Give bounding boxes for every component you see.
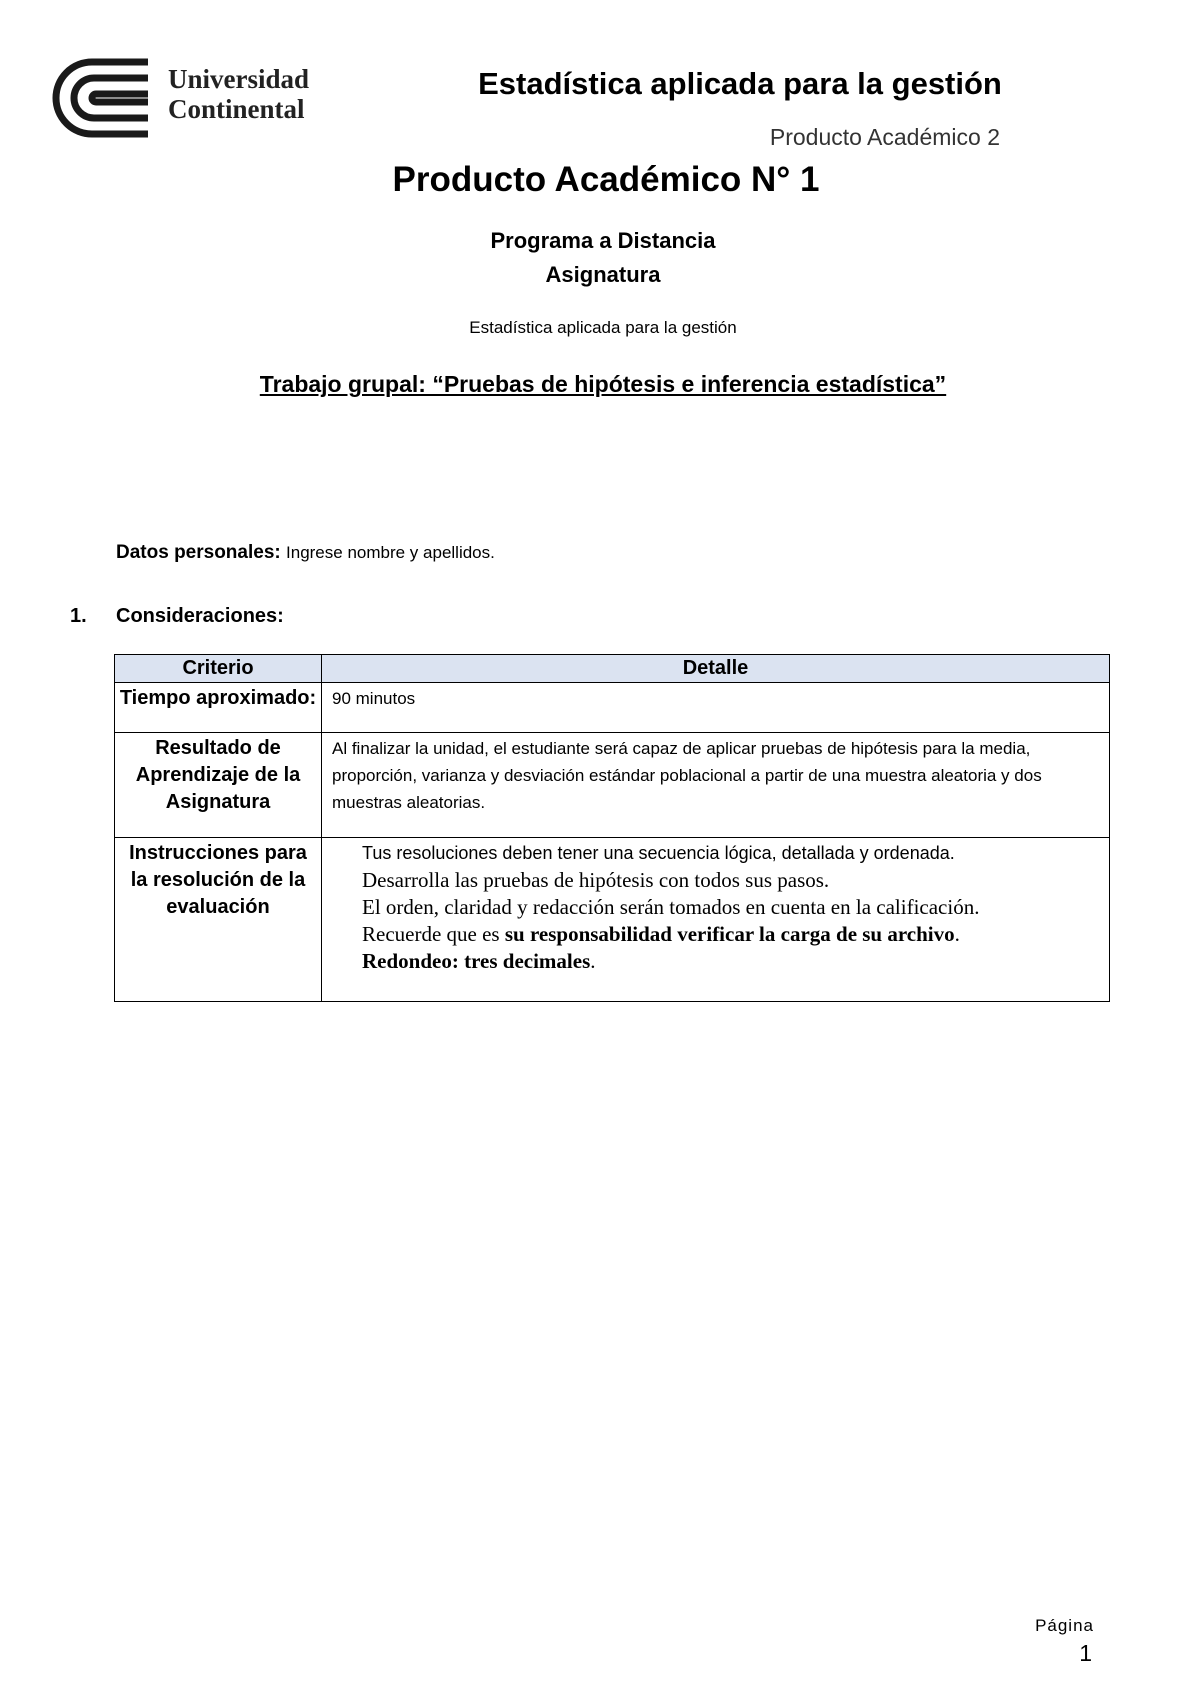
- column-header-detalle: Detalle: [322, 655, 1110, 683]
- course-title: Estadística aplicada para la gestión: [478, 66, 1002, 101]
- criterion-cell: Tiempo aproximado:: [115, 683, 322, 733]
- university-name-line1: Universidad: [168, 64, 310, 94]
- instruction-item: Desarrolla las pruebas de hipótesis con todos sus pasos.: [362, 868, 830, 892]
- page-number: 1: [1079, 1640, 1092, 1666]
- work-title: Trabajo grupal: “Pruebas de hipótesis e inferencia estadística”: [259, 371, 947, 397]
- table-row: [115, 733, 1110, 838]
- detail-cell: 90 minutos: [322, 683, 1110, 733]
- personal-data-value[interactable]: Ingrese nombre y apellidos.: [286, 543, 495, 562]
- subject-name: Estadística aplicada para la gestión: [469, 318, 737, 337]
- instruction-item: Tus resoluciones deben tener una secuencia lógica, detallada y ordenada.: [362, 843, 955, 863]
- criteria-table: [114, 654, 1110, 1002]
- detail-cell: [322, 838, 1110, 1002]
- personal-data: [116, 542, 495, 564]
- university-name-line2: Continental: [168, 94, 305, 124]
- table-header-row: [115, 655, 1110, 683]
- table-row: [115, 838, 1110, 1002]
- document-title: Producto Académico N° 1: [392, 160, 820, 199]
- program-name: Programa a Distancia: [490, 228, 716, 253]
- section-title: Consideraciones:: [116, 605, 284, 627]
- instruction-text: Recuerde que es: [362, 922, 505, 946]
- page-label: Página: [1035, 1616, 1094, 1635]
- table-row: [115, 683, 1110, 733]
- detail-cell: Al finalizar la unidad, el estudiante será capaz de aplicar pruebas de hipótesis para la media, proporción, varianza y desviación estándar poblacional a partir de una muestra aleatoria y dos muestras aleatorias.: [322, 733, 1110, 838]
- university-name: [168, 64, 309, 124]
- instructions-list: [332, 840, 1099, 975]
- instruction-item: [362, 921, 1099, 948]
- product-subtitle: Producto Académico 2: [769, 124, 1000, 150]
- instruction-item: [362, 948, 1099, 975]
- criterion-cell: Instrucciones para la resolución de la evaluación: [115, 838, 322, 1002]
- instruction-emphasis: Redondeo: tres decimales: [362, 949, 591, 973]
- subject-label: Asignatura: [545, 262, 661, 287]
- section-heading: [70, 605, 284, 628]
- column-header-criterio: Criterio: [115, 655, 322, 683]
- instruction-emphasis: su responsabilidad verificar la carga de su archivo: [504, 922, 955, 946]
- instruction-item: El orden, claridad y redacción serán tomados en cuenta en la calificación.: [362, 895, 980, 919]
- section-number: 1.: [70, 605, 87, 627]
- criterion-cell: Resultado de Aprendizaje de la Asignatura: [115, 733, 322, 838]
- instruction-text: .: [590, 949, 596, 973]
- instruction-text: .: [954, 922, 960, 946]
- personal-data-label: Datos personales:: [116, 542, 281, 563]
